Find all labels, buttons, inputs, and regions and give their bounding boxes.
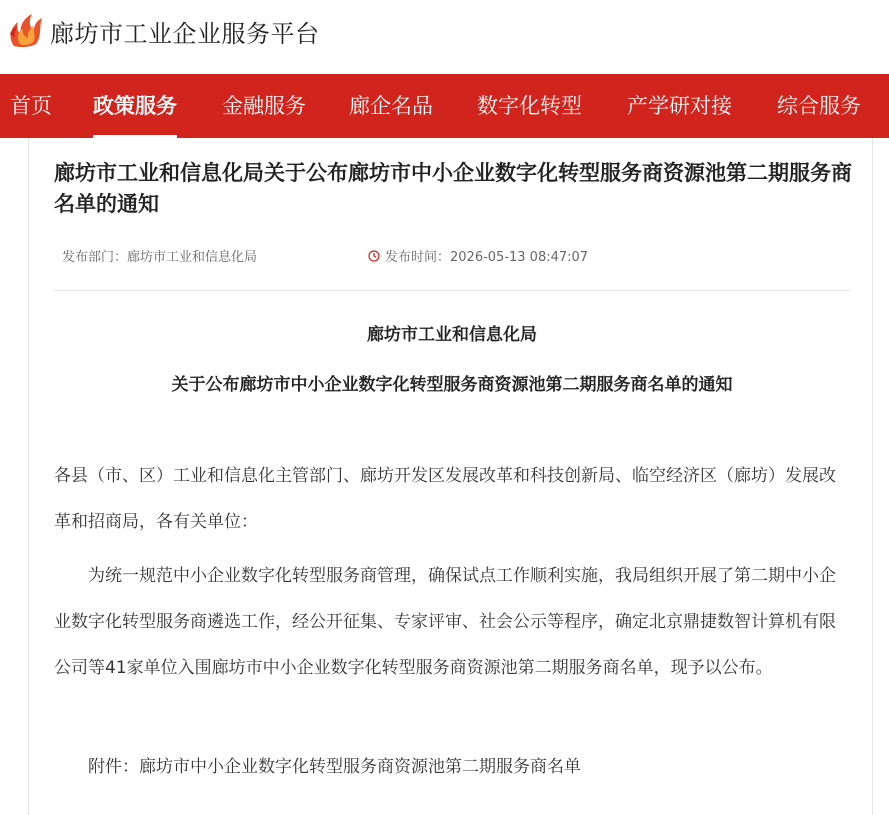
- site-title[interactable]: 廊坊市工业企业服务平台: [50, 20, 320, 48]
- nav-item-policy-services[interactable]: 政策服务: [93, 74, 177, 138]
- body-paragraph: 为统一规范中小企业数字化转型服务商管理，确保试点工作顺利实施，我局组织开展了第二期中小企业数字化转型服务商遴选工作，经公开征集、专家评审、社会公示等程序，确定北京鼎捷数智计算机有限公司等41家单位入围廊坊市中小企业数字化转型服务商资源池第二期服务商名单，现予以公布。: [54, 566, 836, 678]
- content-border-right: [872, 138, 873, 815]
- article-title: 廊坊市工业和信息化局关于公布廊坊市中小企业数字化转型服务商资源池第二期服务商名单的通知: [54, 161, 852, 216]
- main-nav: [0, 74, 889, 138]
- content-border-left: [28, 138, 29, 815]
- clock-icon: [368, 250, 380, 262]
- document-issuer: 廊坊市工业和信息化局: [367, 325, 537, 345]
- nav-item-digital-transformation[interactable]: 数字化转型: [477, 94, 582, 118]
- flame-logo-icon[interactable]: [6, 8, 46, 48]
- nav-item-home[interactable]: 首页: [10, 94, 52, 118]
- site-header: [0, 0, 889, 74]
- publish-time-text: 发布时间：2026-05-13 08:47:07: [385, 250, 589, 265]
- publish-department: 发布部门：廊坊市工业和信息化局: [62, 250, 258, 265]
- publish-time: [368, 246, 588, 265]
- attachment-link[interactable]: 附件：廊坊市中小企业数字化转型服务商资源池第二期服务商名单: [88, 757, 581, 777]
- nav-item-financial-services[interactable]: 金融服务: [222, 94, 306, 118]
- nav-item-comprehensive-services[interactable]: 综合服务: [777, 94, 861, 118]
- divider: [54, 290, 850, 291]
- nav-item-famous-products[interactable]: 廊企名品: [349, 94, 433, 118]
- document-subject: 关于公布廊坊市中小企业数字化转型服务商资源池第二期服务商名单的通知: [171, 375, 733, 395]
- nav-item-industry-academia[interactable]: 产学研对接: [627, 94, 732, 118]
- salutation-paragraph: 各县（市、区）工业和信息化主管部门、廊坊开发区发展改革和科技创新局、临空经济区（廊坊）发展改革和招商局，各有关单位：: [54, 466, 836, 532]
